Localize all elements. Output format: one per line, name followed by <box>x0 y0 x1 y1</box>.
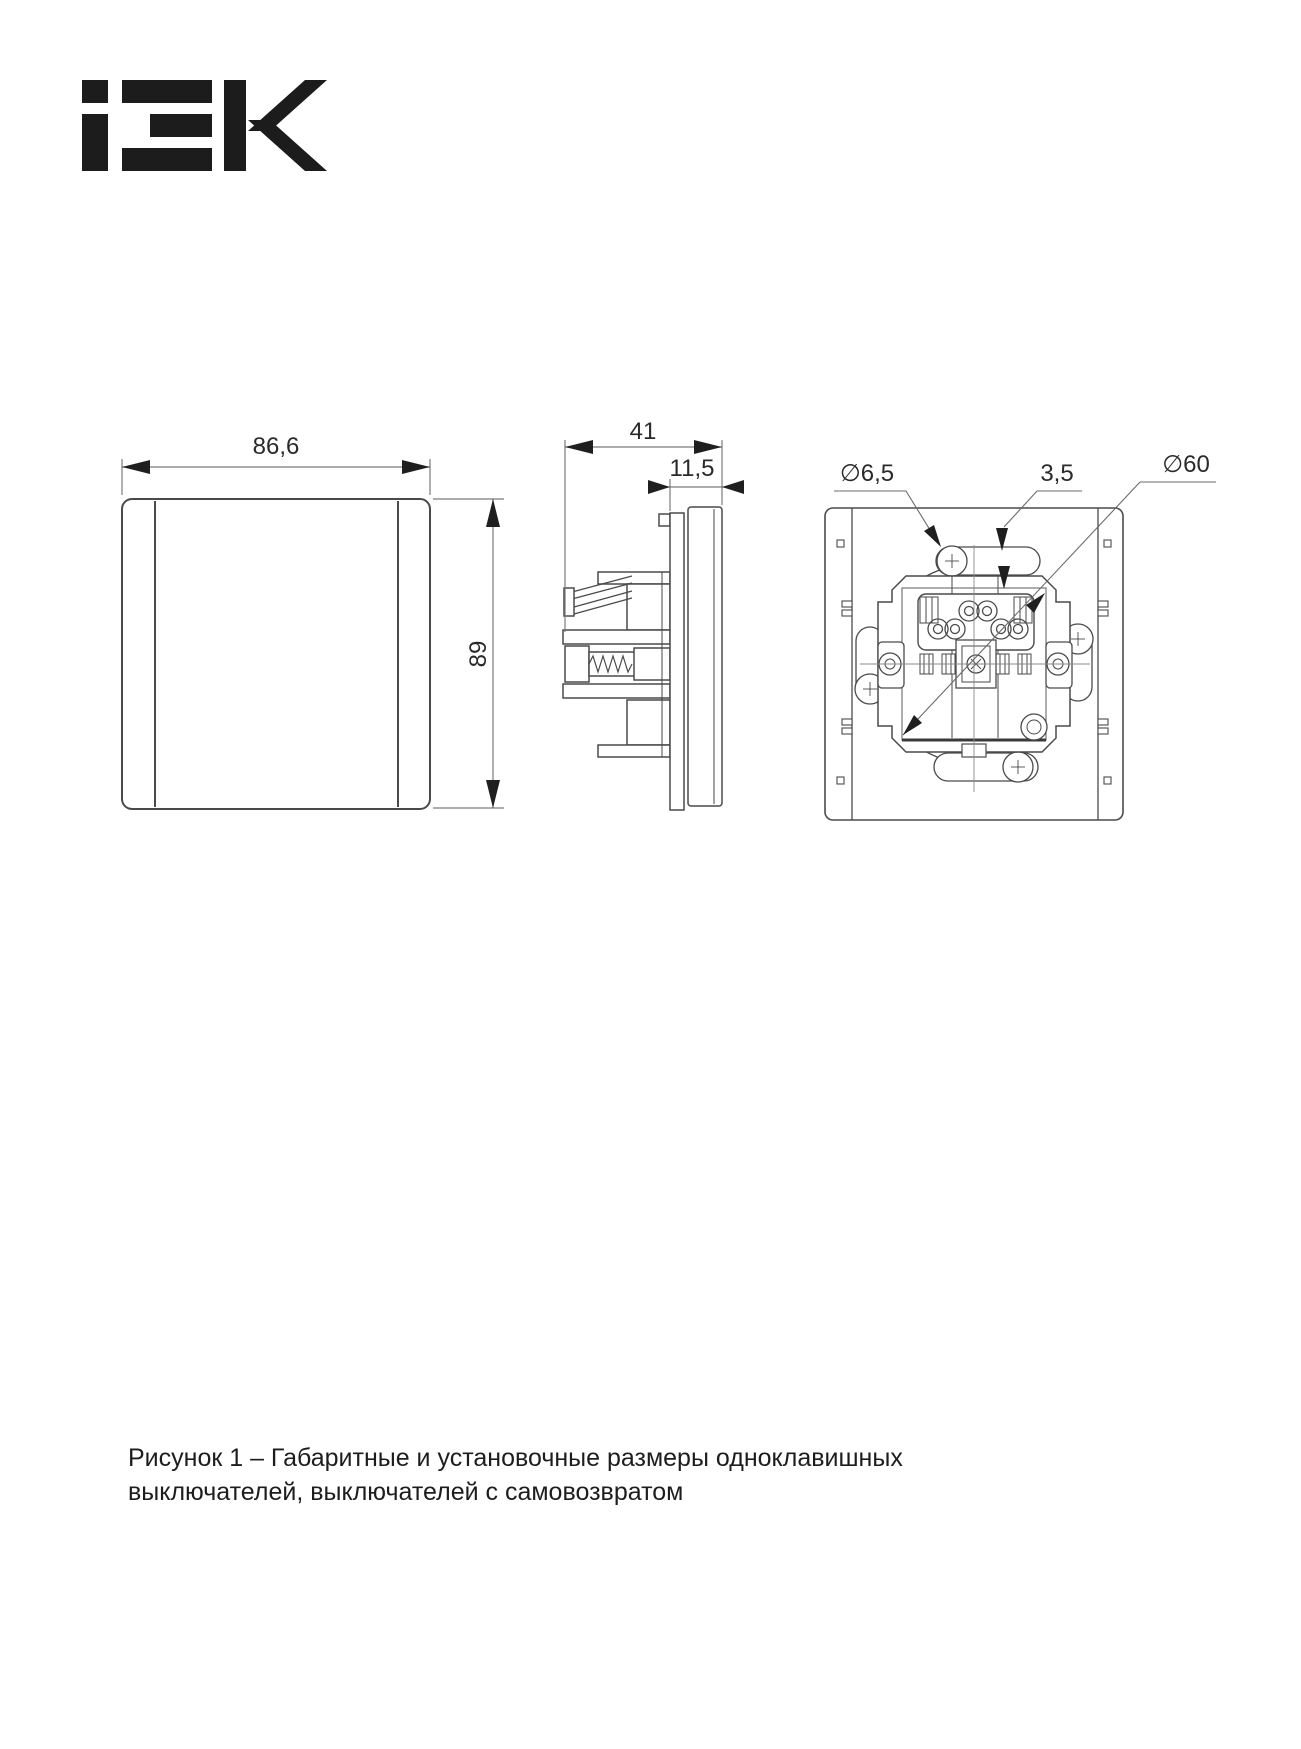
dim-side-depth: 41 <box>629 418 657 445</box>
logo-e-mid <box>150 114 212 137</box>
side-upper-yoke-arm <box>563 630 670 644</box>
logo-k-lower-arm <box>248 120 327 171</box>
side-rocker-key <box>688 507 722 806</box>
side-screw-housing <box>634 648 670 680</box>
side-upper-block <box>627 584 670 630</box>
dim-front-height: 89 <box>465 640 492 668</box>
side-frame-plate <box>670 513 684 810</box>
side-frame-hook <box>659 514 670 526</box>
figure-caption-line1: Рисунок 1 – Габаритные и установочные размеры одноклавишных <box>128 1444 903 1472</box>
side-lower-block <box>627 700 670 745</box>
iek-logo <box>82 80 327 171</box>
side-screw-nut <box>565 646 589 682</box>
logo-k-stem <box>224 80 246 171</box>
side-lower-yoke-arm <box>563 684 670 698</box>
side-view <box>563 507 722 810</box>
side-bottom-flange <box>598 745 670 757</box>
dim-side-protrusion: 11,5 <box>669 455 715 482</box>
logo-e-top <box>122 80 212 103</box>
dim-front-width: 86,6 <box>252 433 300 460</box>
front-view <box>122 499 430 809</box>
dim-rear-offset: 3,5 <box>1040 460 1074 487</box>
logo-i-stem <box>82 114 108 171</box>
dim-rear-mount-dia: ∅60 <box>1162 451 1210 478</box>
dim-rear-hole-dia: ∅6,5 <box>839 460 895 487</box>
logo-e-bottom <box>122 148 212 171</box>
logo-i-dot <box>82 80 108 103</box>
front-frame-outline <box>122 499 430 809</box>
figure-caption-line2: выключателей, выключателей с самовозвратом <box>128 1478 684 1506</box>
figure-caption <box>128 1441 988 1509</box>
rear-view <box>825 508 1123 820</box>
